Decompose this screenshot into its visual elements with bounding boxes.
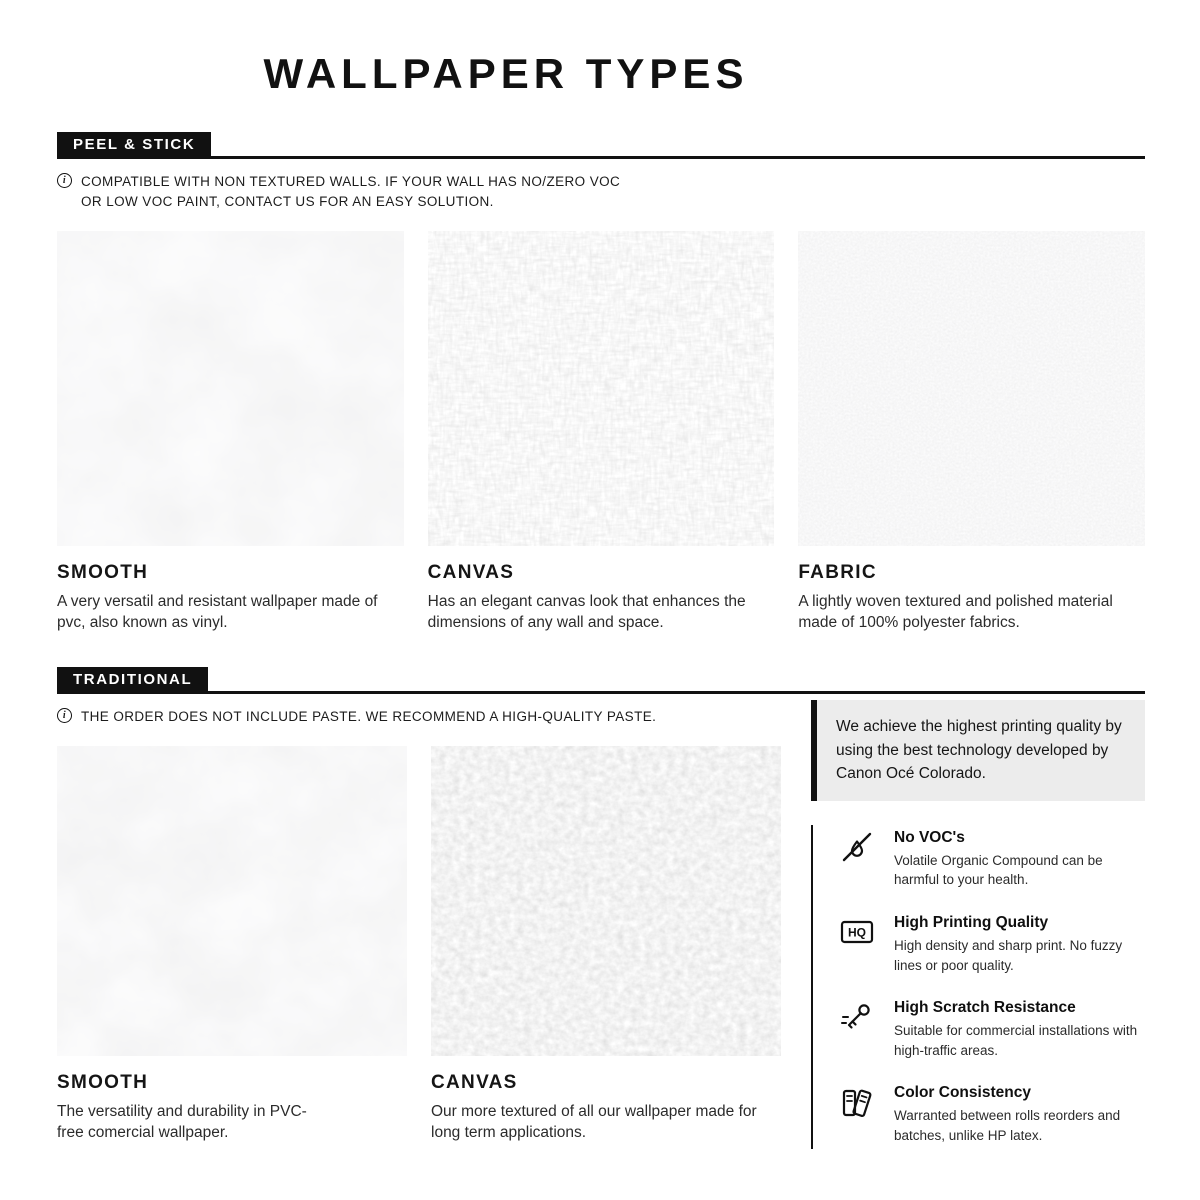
no-voc-icon (839, 829, 875, 865)
feature-description: Suitable for commercial installations with high-traffic areas. (894, 1023, 1138, 1058)
section-header-traditional (57, 667, 1145, 694)
feature-high-scratch-resistance (839, 999, 1145, 1060)
peel-stick-note (57, 172, 1145, 213)
feature-text (894, 829, 1142, 890)
swatch-title: SMOOTH (57, 1071, 149, 1093)
feature-title: No VOC's (894, 828, 965, 846)
traditional-swatches-column (57, 694, 781, 1149)
canvas-rough-texture-image (431, 746, 781, 1056)
smooth-texture-image (57, 746, 407, 1056)
swatch-description: Our more textured of all our wallpaper made for long term applications. (431, 1102, 757, 1141)
feature-text (894, 1084, 1142, 1145)
swatch-title: SMOOTH (57, 561, 149, 583)
fabric-texture-image (798, 231, 1145, 546)
feature-title: Color Consistency (894, 1084, 1031, 1102)
feature-title: High Scratch Resistance (894, 999, 1076, 1017)
swatch-title: CANVAS (431, 1071, 518, 1093)
swatch-traditional-canvas (431, 746, 781, 1144)
feature-description: Warranted between rolls reorders and batches, unlike HP latex. (894, 1108, 1121, 1143)
smooth-texture-image (57, 231, 404, 546)
swatch-description: A very versatil and resistant wallpaper made of pvc, also known as vinyl. (57, 592, 378, 631)
info-panel (811, 694, 1145, 1149)
hq-badge-icon (839, 914, 875, 950)
feature-high-printing-quality (839, 914, 1145, 975)
feature-text (894, 999, 1142, 1060)
swatch-description: Has an elegant canvas look that enhances the dimensions of any wall and space. (427, 592, 746, 631)
swatch-peel-stick-fabric (798, 231, 1145, 634)
traditional-swatch-grid (57, 746, 781, 1144)
section-header-peel-stick (57, 132, 1145, 159)
svg-text:HQ: HQ (848, 925, 866, 940)
feature-description: Volatile Organic Compound can be harmful to your health. (894, 852, 1103, 888)
feature-title: High Printing Quality (894, 914, 1049, 932)
traditional-note (57, 707, 781, 727)
feature-description: High density and sharp print. No fuzzy lines or poor quality. (894, 938, 1123, 973)
note-text: COMPATIBLE WITH NON TEXTURED WALLS. IF YOUR WALL HAS NO/ZERO VOC OR LOW VOC PAINT, CONTACT US FOR AN EASY SOLUTION. (81, 174, 621, 210)
scratch-resistance-icon (839, 999, 875, 1035)
swatch-title: FABRIC (798, 561, 877, 583)
section-label-traditional: TRADITIONAL (57, 667, 208, 691)
feature-color-consistency (839, 1084, 1145, 1145)
swatch-traditional-smooth (57, 746, 407, 1144)
color-swatches-icon (839, 1084, 875, 1120)
feature-text (894, 914, 1142, 975)
feature-no-voc (839, 829, 1145, 890)
info-icon: i (57, 173, 72, 188)
peel-stick-swatch-grid (57, 231, 1145, 634)
swatch-title: CANVAS (427, 561, 515, 583)
quote-block: We achieve the highest printing quality by using the best technology developed by Canon Océ Colorado. (811, 700, 1145, 801)
canvas-texture-image (428, 231, 775, 546)
traditional-row (57, 694, 1145, 1149)
swatch-description: A lightly woven textured and polished material made of 100% polyester fabrics. (798, 592, 1113, 631)
section-label-peel-stick: PEEL & STICK (57, 132, 211, 156)
features-list (811, 825, 1145, 1150)
swatch-peel-stick-smooth (57, 231, 404, 634)
swatch-peel-stick-canvas (428, 231, 775, 634)
page-title: WALLPAPER TYPES (263, 50, 749, 97)
info-icon: i (57, 708, 72, 723)
swatch-description: The versatility and durability in PVC-free comercial wallpaper. (57, 1102, 307, 1141)
note-text: THE ORDER DOES NOT INCLUDE PASTE. WE RECOMMEND A HIGH-QUALITY PASTE. (81, 709, 657, 725)
